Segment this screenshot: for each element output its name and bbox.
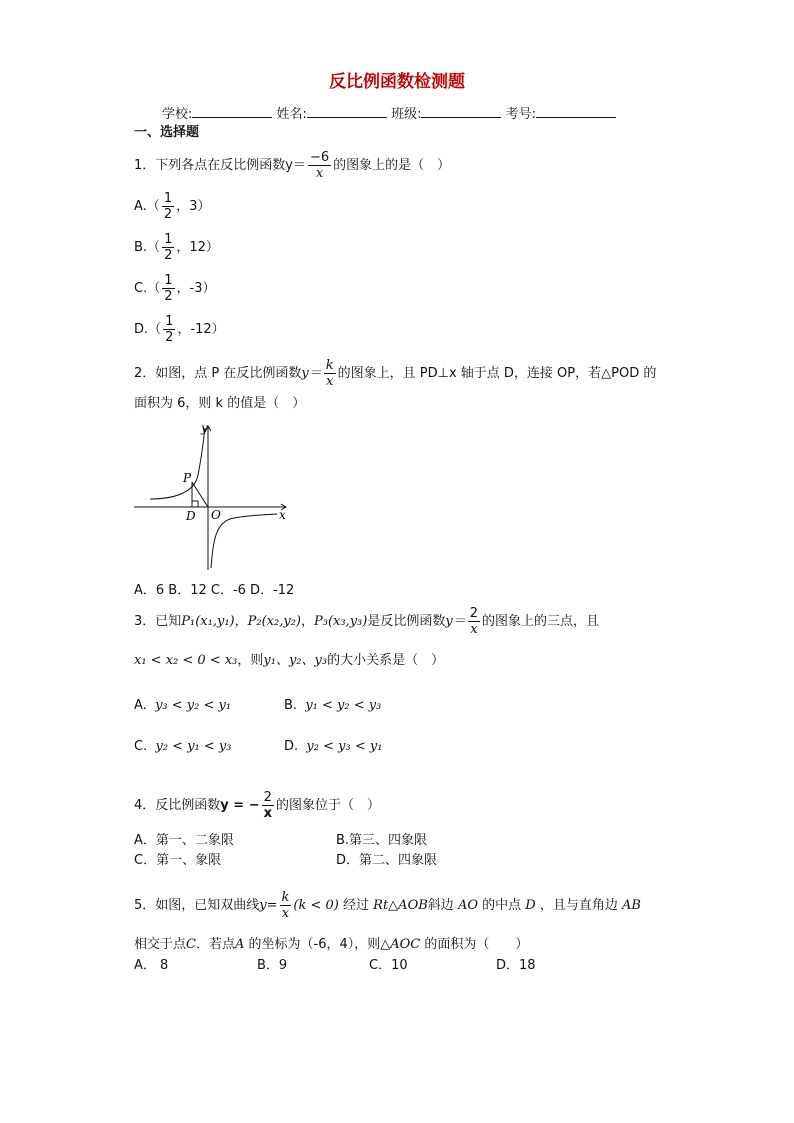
page-title: 反比例函数检测题 [329, 72, 465, 92]
option-expr: y₂ < y₁ < y₃ [155, 739, 232, 754]
q5-a: A [234, 937, 245, 952]
q5-triangle: Rt△AOB [373, 898, 428, 913]
label-x: x [279, 508, 286, 522]
option-label: A. [134, 698, 147, 713]
q3-stem-line2 [134, 653, 444, 669]
option-num: 1 [164, 232, 173, 247]
q5-text-e: 相交于点 [134, 937, 187, 952]
q3-vars: y₁、y₂、y₃ [263, 653, 328, 668]
q4-y-eq: y = − [220, 798, 260, 813]
q5-y-eq: y= [259, 898, 278, 913]
option-fraction [162, 232, 174, 263]
option-label: B.（ [134, 240, 161, 255]
school-blank[interactable] [192, 104, 272, 118]
q2-options[interactable]: A．6 B．12 C．-6 D．-12 [134, 583, 295, 598]
hyperbola-branch-left [150, 428, 205, 499]
q3-p3: P₃(x₃,y₃) [314, 614, 368, 629]
option-tail: ，3） [176, 199, 211, 214]
q2-stem-line2: 面积为 6，则 k 的值是（ ） [134, 396, 306, 411]
q1-option-c[interactable] [134, 272, 215, 306]
q5-fraction [280, 890, 292, 921]
option-tail: ，-3） [176, 281, 216, 296]
q3-option-a[interactable] [134, 698, 231, 714]
q5-num: k [281, 890, 290, 905]
q2-prefix: 2．如图，点 P 在反比例函数 [134, 366, 302, 381]
q5-c: C [186, 937, 196, 952]
segment-op [192, 482, 208, 507]
q3-stem [134, 604, 599, 640]
q3-fraction [468, 606, 480, 637]
option-label: B. [284, 698, 298, 713]
q1-fraction [308, 150, 331, 181]
q5-text-c: 的中点 [482, 898, 522, 913]
q3-option-c[interactable] [134, 739, 231, 755]
header-info [162, 104, 616, 123]
q5-text-f: ．若点 [195, 937, 235, 952]
q5-ab: AB [622, 898, 641, 913]
q4-option-a[interactable]: A．第一、二象限 [134, 833, 234, 848]
q5-den: x [281, 906, 290, 921]
q3-p2: P₂(x₂,y₂) [247, 614, 301, 629]
q3-condition: x₁ < x₂ < 0 < x₃ [134, 653, 238, 668]
option-label: A.（ [134, 199, 160, 214]
q2-stem [134, 356, 656, 392]
q3-den: x [470, 622, 478, 637]
label-y: y [201, 421, 208, 435]
option-den: 2 [164, 289, 173, 304]
q5-text-d: ，且与直角边 [539, 898, 618, 913]
class-blank[interactable] [421, 104, 501, 118]
option-label: C. [134, 739, 148, 754]
q4-num: 2 [262, 790, 274, 806]
q1-suffix: 的图象上的是（ ） [333, 158, 451, 173]
q5-condition: (k < 0) [293, 898, 339, 913]
q5-text-h: 的面积为（ ） [424, 937, 529, 952]
exam-no-label: 考号: [505, 107, 536, 122]
q4-option-d[interactable]: D．第二、四象限 [336, 853, 438, 868]
q1-num: −6 [309, 150, 330, 165]
option-fraction [162, 273, 174, 304]
q1-option-a[interactable] [134, 190, 210, 224]
hyperbola-branch-right [211, 514, 277, 568]
q1-option-d[interactable] [134, 313, 225, 347]
option-den: 2 [163, 207, 173, 222]
q3-text-e: 的大小关系是（ ） [327, 653, 445, 668]
q5-text-g: 的坐标为（-6，4），则 [248, 937, 381, 952]
option-num: 1 [164, 273, 173, 288]
option-label: D. [284, 739, 299, 754]
q3-text-b: 是反比例函数 [367, 614, 446, 629]
name-blank[interactable] [307, 104, 387, 118]
q4-option-c[interactable]: C．第一、象限 [134, 853, 222, 868]
q2-suffix: 的图象上，且 PD⊥x 轴于点 D，连接 OP，若△POD 的 [337, 366, 657, 381]
option-tail: ，-12） [177, 322, 225, 337]
label-o: O [211, 508, 221, 522]
option-fraction [162, 191, 174, 222]
q5-stem [134, 888, 641, 924]
q1-option-b[interactable] [134, 231, 219, 265]
q3-option-b[interactable] [284, 698, 381, 714]
q4-prefix: 4．反比例函数 [134, 798, 221, 813]
option-den: 2 [164, 248, 173, 263]
option-tail: ，12） [176, 240, 219, 255]
q3-num: 2 [469, 606, 478, 621]
q4-stem [134, 788, 380, 824]
option-num: 1 [165, 314, 174, 329]
q5-option-b[interactable]: B．9 [257, 958, 288, 973]
option-expr: y₁ < y₂ < y₃ [305, 698, 382, 713]
q4-fraction [262, 790, 274, 821]
option-label: D.（ [134, 322, 162, 337]
class-label: 班级: [391, 107, 422, 122]
q2-fraction [324, 358, 336, 389]
q3-text-a: 3．已知 [134, 614, 182, 629]
q1-stem [134, 148, 450, 184]
q5-text-a: 经过 [343, 898, 370, 913]
right-angle-mark [192, 501, 198, 507]
q5-prefix: 5．如图，已知双曲线 [134, 898, 260, 913]
section-heading: 一、选择题 [134, 125, 200, 140]
q1-y-eq: y＝ [285, 158, 306, 173]
label-d: D [186, 509, 196, 523]
q3-y-eq: y＝ [445, 614, 466, 629]
q5-d: D [525, 898, 536, 913]
q4-den: x [263, 806, 272, 821]
q3-comma-2: ， [300, 614, 314, 629]
q4-option-b[interactable]: B.第三、四象限 [336, 833, 428, 848]
exam-no-blank[interactable] [536, 104, 616, 118]
q3-text-d: ，则 [237, 653, 264, 668]
option-fraction [163, 314, 175, 345]
q1-prefix: 1．下列各点在反比例函数 [134, 158, 286, 173]
name-label: 姓名: [276, 107, 307, 122]
q5-option-d[interactable]: D．18 [496, 958, 536, 973]
q2-num: k [325, 358, 334, 373]
option-num: 1 [163, 191, 173, 206]
label-p: P [183, 471, 192, 485]
school-label: 学校: [162, 107, 193, 122]
option-expr: y₂ < y₃ < y₁ [306, 739, 383, 754]
option-den: 2 [165, 330, 174, 345]
q4-suffix: 的图象位于（ ） [275, 798, 380, 813]
option-expr: y₃ < y₂ < y₁ [155, 698, 232, 713]
option-label: C.（ [134, 281, 161, 296]
q3-text-c: 的图象上的三点，且 [482, 614, 600, 629]
q5-option-a[interactable]: A． 8 [134, 958, 169, 973]
q2-figure [130, 420, 300, 572]
q2-y-eq: y＝ [301, 366, 322, 381]
q3-option-d[interactable] [284, 739, 382, 755]
q5-option-c[interactable]: C．10 [369, 958, 408, 973]
q5-text-b: 斜边 [427, 898, 454, 913]
q2-den: x [326, 374, 334, 389]
q5-ao: AO [457, 898, 478, 913]
q5-stem-line2 [134, 937, 528, 953]
q3-comma-1: ， [234, 614, 248, 629]
q5-aoc: △AOC [380, 937, 421, 952]
q3-p1: P₁(x₁,y₁) [181, 614, 235, 629]
q1-den: x [315, 166, 324, 181]
